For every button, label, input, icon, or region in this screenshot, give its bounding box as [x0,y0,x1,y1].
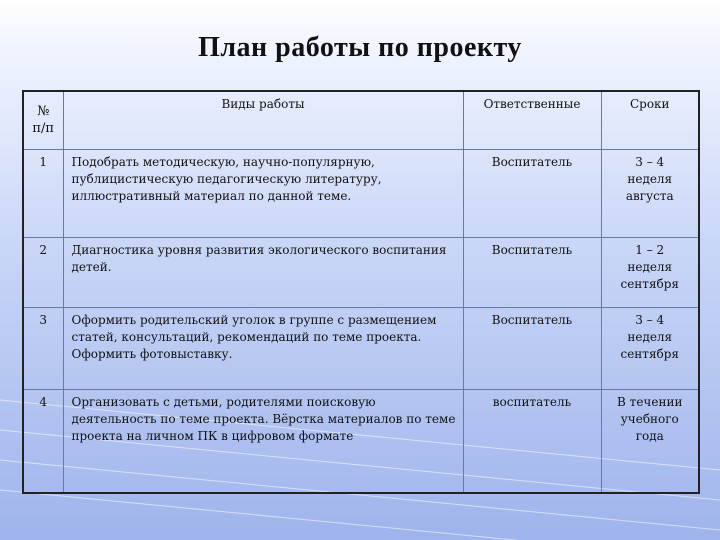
term-line: учебного [620,411,679,426]
term-line: года [635,428,664,443]
term-line: 1 – 2 [635,242,665,257]
row-responsible: Воспитатель [463,237,601,307]
term-line: августа [625,188,674,203]
term-line: неделя [627,171,673,186]
term-line: В течении [617,394,683,409]
row-terms [601,307,699,389]
header-number [23,91,63,149]
term-line: 3 – 4 [635,154,665,169]
page-title: План работы по проекту [198,32,522,63]
row-work: Организовать с детьми, родителями поисковую деятельность по теме проекта. Вёрстка материалов по теме проекта на личном ПК в цифровом формате [63,389,463,493]
row-responsible: Воспитатель [463,307,601,389]
table-row [23,237,699,307]
row-responsible: воспитатель [463,389,601,493]
term-line: сентября [620,346,679,361]
row-number: 3 [23,307,63,389]
term-line: 3 – 4 [635,312,665,327]
header-terms: Сроки [601,91,699,149]
term-line: неделя [627,329,673,344]
term-line: неделя [627,259,673,274]
row-work: Диагностика уровня развития экологического воспитания детей. [63,237,463,307]
table-row [23,307,699,389]
row-work: Оформить родительский уголок в группе с размещением статей, консультаций, рекомендаций по теме проекта. Оформить фотовыставку. [63,307,463,389]
row-work: Подобрать методическую, научно-популярную, публицистическую педагогическую литературу, иллюстративный материал по данной теме. [63,149,463,237]
row-number: 4 [23,389,63,493]
row-responsible: Воспитатель [463,149,601,237]
header-number-abbr: п/п [32,121,55,137]
row-number: 2 [23,237,63,307]
term-line: сентября [620,276,679,291]
table-row [23,149,699,237]
header-responsible: Ответственные [463,91,601,149]
table-header-row [23,91,699,149]
table-row [23,389,699,493]
header-work-types: Виды работы [63,91,463,149]
row-terms [601,237,699,307]
row-terms [601,389,699,493]
row-terms [601,149,699,237]
row-number: 1 [23,149,63,237]
project-plan-table [22,90,700,494]
header-number-symbol: № [37,103,50,119]
